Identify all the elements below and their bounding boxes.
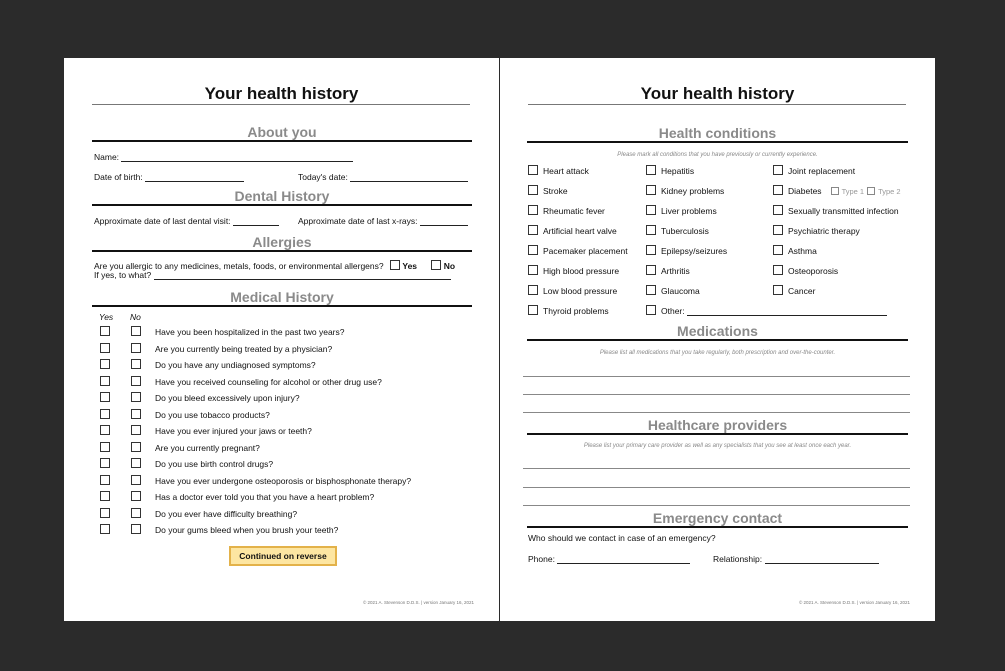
diabetes-type1-checkbox[interactable] (831, 187, 839, 195)
dob-label: Date of birth: (94, 172, 143, 182)
condition-label: Stroke (543, 186, 568, 196)
question-row (100, 425, 312, 436)
question-row (100, 392, 300, 403)
condition-artificial-heart-valve (528, 225, 617, 236)
condition-checkbox[interactable] (528, 225, 538, 235)
divider (527, 141, 908, 143)
today-row (298, 172, 468, 182)
divider (527, 526, 908, 528)
condition-checkbox[interactable] (773, 285, 783, 295)
yes-checkbox[interactable] (100, 425, 110, 435)
condition-psychiatric-therapy (773, 225, 860, 236)
question-row (100, 508, 297, 519)
condition-label: Epilepsy/seizures (661, 246, 728, 256)
condition-label: Cancer (788, 286, 816, 296)
condition-checkbox[interactable] (646, 185, 656, 195)
no-checkbox[interactable] (131, 508, 141, 518)
last-visit-label: Approximate date of last dental visit: (94, 216, 231, 226)
no-checkbox[interactable] (131, 326, 141, 336)
condition-label: Asthma (788, 246, 817, 256)
question-text: Do you use tobacco products? (155, 409, 270, 420)
question-text: Do you bleed excessively upon injury? (155, 393, 300, 403)
relationship-label: Relationship: (713, 554, 763, 564)
medications-note: Please list all medications that you take regularly, both prescription and over-the-counter. (599, 350, 836, 356)
diabetes-type2-checkbox[interactable] (867, 187, 875, 195)
allergy-question: Are you allergic to any medicines, metals, foods, or environmental allergens? (94, 261, 384, 271)
divider (92, 204, 472, 206)
no-checkbox[interactable] (131, 409, 141, 419)
question-text: Do your gums bleed when you brush your teeth? (155, 525, 339, 535)
section-heading-emergency: Emergency contact (652, 510, 783, 526)
condition-pacemaker (528, 245, 628, 256)
last-xrays-field[interactable] (420, 216, 468, 226)
condition-label: Low blood pressure (543, 286, 618, 296)
relationship-row (713, 554, 879, 564)
question-text: Has a doctor ever told you that you have a heart problem? (155, 492, 375, 502)
condition-label: Other: (661, 306, 685, 316)
condition-arthritis (646, 265, 690, 276)
condition-label: Arthritis (661, 266, 690, 276)
allergy-yes-label: Yes (402, 261, 418, 271)
condition-stroke (528, 185, 568, 196)
other-condition-field[interactable] (687, 306, 887, 316)
section-heading-conditions: Health conditions (658, 125, 777, 141)
condition-checkbox[interactable] (646, 265, 656, 275)
condition-label: Joint replacement (788, 166, 856, 176)
condition-checkbox[interactable] (528, 265, 538, 275)
yes-checkbox[interactable] (100, 392, 110, 402)
condition-label: Thyroid problems (543, 306, 609, 316)
yes-checkbox[interactable] (100, 326, 110, 336)
no-checkbox[interactable] (131, 392, 141, 402)
column-header-yes: Yes (99, 312, 114, 322)
phone-row (528, 554, 690, 564)
condition-checkbox[interactable] (528, 245, 538, 255)
condition-label: Kidney problems (661, 186, 725, 196)
no-checkbox[interactable] (131, 425, 141, 435)
condition-low-blood-pressure (528, 285, 617, 296)
question-row (100, 475, 411, 486)
yes-checkbox[interactable] (100, 475, 110, 485)
question-row (100, 491, 374, 502)
form-page-front (64, 58, 499, 621)
no-checkbox[interactable] (131, 376, 141, 386)
no-checkbox[interactable] (131, 491, 141, 501)
divider (527, 433, 908, 435)
condition-label: Liver problems (661, 206, 717, 216)
question-row (100, 458, 273, 469)
provider-line[interactable] (523, 505, 910, 506)
question-text: Are you currently pregnant? (155, 442, 260, 453)
last-xrays-label: Approximate date of last x-rays: (298, 216, 418, 226)
yes-checkbox[interactable] (100, 376, 110, 386)
condition-checkbox[interactable] (646, 165, 656, 175)
yes-checkbox[interactable] (100, 491, 110, 501)
condition-checkbox[interactable] (528, 205, 538, 215)
diabetes-type2-label: Type 2 (878, 187, 901, 196)
relationship-field[interactable] (765, 554, 879, 564)
page-title: Your health history (640, 84, 795, 103)
condition-checkbox[interactable] (773, 265, 783, 275)
footer: © 2021 A. Stevenson D.D.S. | version January 16, 2021 (362, 600, 474, 605)
dob-row (94, 172, 244, 182)
condition-joint-replacement (773, 165, 855, 176)
last-visit-field[interactable] (233, 216, 279, 226)
condition-label: High blood pressure (543, 266, 620, 276)
footer: © 2021 A. Stevenson D.D.S. | version January 16, 2021 (798, 600, 910, 605)
divider (92, 250, 472, 252)
phone-label: Phone: (528, 554, 555, 564)
condition-kidney (646, 185, 724, 196)
form-page-back (500, 58, 935, 621)
section-heading-dental: Dental History (234, 188, 330, 204)
yes-checkbox[interactable] (100, 409, 110, 419)
condition-high-blood-pressure (528, 265, 619, 276)
allergy-followup-label: If yes, to what? (94, 270, 152, 280)
allergy-followup-row (94, 270, 451, 280)
medication-line[interactable] (523, 412, 910, 413)
divider (92, 140, 472, 142)
question-text: Have you ever undergone osteoporosis or bisphosphonate therapy? (155, 475, 412, 486)
provider-line[interactable] (523, 468, 910, 469)
condition-checkbox[interactable] (773, 185, 783, 195)
question-text: Do you have any undiagnosed symptoms? (155, 360, 316, 370)
section-heading-about: About you (247, 124, 317, 140)
condition-checkbox[interactable] (773, 165, 783, 175)
condition-label: Rheumatic fever (543, 206, 605, 216)
yes-checkbox[interactable] (100, 359, 110, 369)
medication-line[interactable] (523, 376, 910, 377)
section-heading-medications: Medications (677, 323, 758, 339)
divider (92, 104, 470, 105)
condition-label: Osteoporosis (788, 266, 839, 276)
divider (92, 305, 472, 307)
condition-checkbox[interactable] (646, 305, 656, 315)
yes-checkbox[interactable] (100, 343, 110, 353)
condition-label: Pacemaker placement (543, 246, 628, 256)
page-title: Your health history (204, 84, 359, 103)
condition-checkbox[interactable] (646, 285, 656, 295)
divider (527, 339, 908, 341)
name-field[interactable] (121, 152, 353, 162)
condition-asthma (773, 245, 817, 256)
condition-label: Diabetes (788, 186, 822, 196)
yes-checkbox[interactable] (100, 458, 110, 468)
condition-liver (646, 205, 717, 216)
question-text: Do you use birth control drugs? (155, 459, 274, 469)
allergy-yes-checkbox[interactable] (390, 260, 400, 270)
condition-checkbox[interactable] (528, 165, 538, 175)
divider (528, 104, 906, 105)
continued-on-reverse-button[interactable]: Continued on reverse (229, 546, 337, 566)
condition-checkbox[interactable] (773, 225, 783, 235)
condition-checkbox[interactable] (646, 205, 656, 215)
name-label: Name: (94, 152, 120, 162)
question-row (100, 326, 344, 337)
phone-field[interactable] (557, 554, 690, 564)
question-text: Have you received counseling for alcohol or other drug use? (155, 376, 382, 387)
no-checkbox[interactable] (131, 524, 141, 534)
no-checkbox[interactable] (131, 359, 141, 369)
condition-glaucoma (646, 285, 700, 296)
question-row (100, 442, 260, 453)
provider-line[interactable] (523, 487, 910, 488)
condition-epilepsy (646, 245, 727, 256)
condition-label: Heart attack (543, 166, 589, 176)
yes-checkbox[interactable] (100, 442, 110, 452)
section-heading-allergies: Allergies (252, 234, 312, 250)
condition-sti (773, 205, 899, 216)
question-text: Do you ever have difficulty breathing? (155, 508, 298, 519)
yes-checkbox[interactable] (100, 508, 110, 518)
condition-label: Sexually transmitted infection (788, 206, 899, 216)
condition-checkbox[interactable] (773, 205, 783, 215)
last-xrays-row (298, 216, 468, 226)
last-visit-row (94, 216, 279, 226)
allergy-followup-field[interactable] (154, 270, 451, 280)
allergy-no-label: No (443, 261, 456, 271)
emergency-question: Who should we contact in case of an emergency? (528, 533, 716, 543)
question-row (100, 409, 270, 420)
section-heading-medical: Medical History (230, 289, 334, 305)
column-header-no: No (130, 312, 141, 322)
condition-tuberculosis (646, 225, 709, 236)
no-checkbox[interactable] (131, 343, 141, 353)
condition-checkbox[interactable] (528, 285, 538, 295)
question-text: Have you ever injured your jaws or teeth? (155, 426, 312, 436)
medication-line[interactable] (523, 394, 910, 395)
section-heading-providers: Healthcare providers (647, 417, 788, 433)
condition-rheumatic-fever (528, 205, 605, 216)
today-field[interactable] (350, 172, 468, 182)
question-row (100, 343, 332, 354)
no-checkbox[interactable] (131, 475, 141, 485)
condition-checkbox[interactable] (528, 305, 538, 315)
diabetes-type1-label: Type 1 (841, 187, 865, 196)
conditions-note: Please mark all conditions that you have previously or currently experience. (617, 152, 818, 158)
no-checkbox[interactable] (131, 458, 141, 468)
question-row (100, 376, 382, 387)
question-row (100, 359, 316, 370)
name-row (94, 152, 353, 162)
allergy-no-checkbox[interactable] (431, 260, 441, 270)
condition-checkbox[interactable] (646, 225, 656, 235)
no-checkbox[interactable] (131, 442, 141, 452)
condition-label: Tuberculosis (661, 226, 709, 236)
question-text: Are you currently being treated by a physician? (155, 343, 333, 354)
condition-label: Hepatitis (661, 166, 695, 176)
condition-label: Psychiatric therapy (788, 226, 860, 236)
condition-checkbox[interactable] (528, 185, 538, 195)
condition-hepatitis (646, 165, 694, 176)
condition-diabetes (773, 185, 901, 196)
condition-osteoporosis (773, 265, 838, 276)
condition-checkbox[interactable] (773, 245, 783, 255)
question-row (100, 524, 338, 535)
condition-other (646, 305, 887, 316)
today-label: Today's date: (298, 172, 348, 182)
condition-cancer (773, 285, 815, 296)
condition-label: Glaucoma (661, 286, 700, 296)
condition-heart-attack (528, 165, 589, 176)
question-text: Have you been hospitalized in the past two years? (155, 327, 345, 337)
condition-thyroid (528, 305, 609, 316)
condition-label: Artificial heart valve (543, 226, 617, 236)
yes-checkbox[interactable] (100, 524, 110, 534)
providers-note: Please list your primary care provider as well as any specialists that you see at least once each year. (583, 443, 852, 449)
condition-checkbox[interactable] (646, 245, 656, 255)
dob-field[interactable] (145, 172, 244, 182)
